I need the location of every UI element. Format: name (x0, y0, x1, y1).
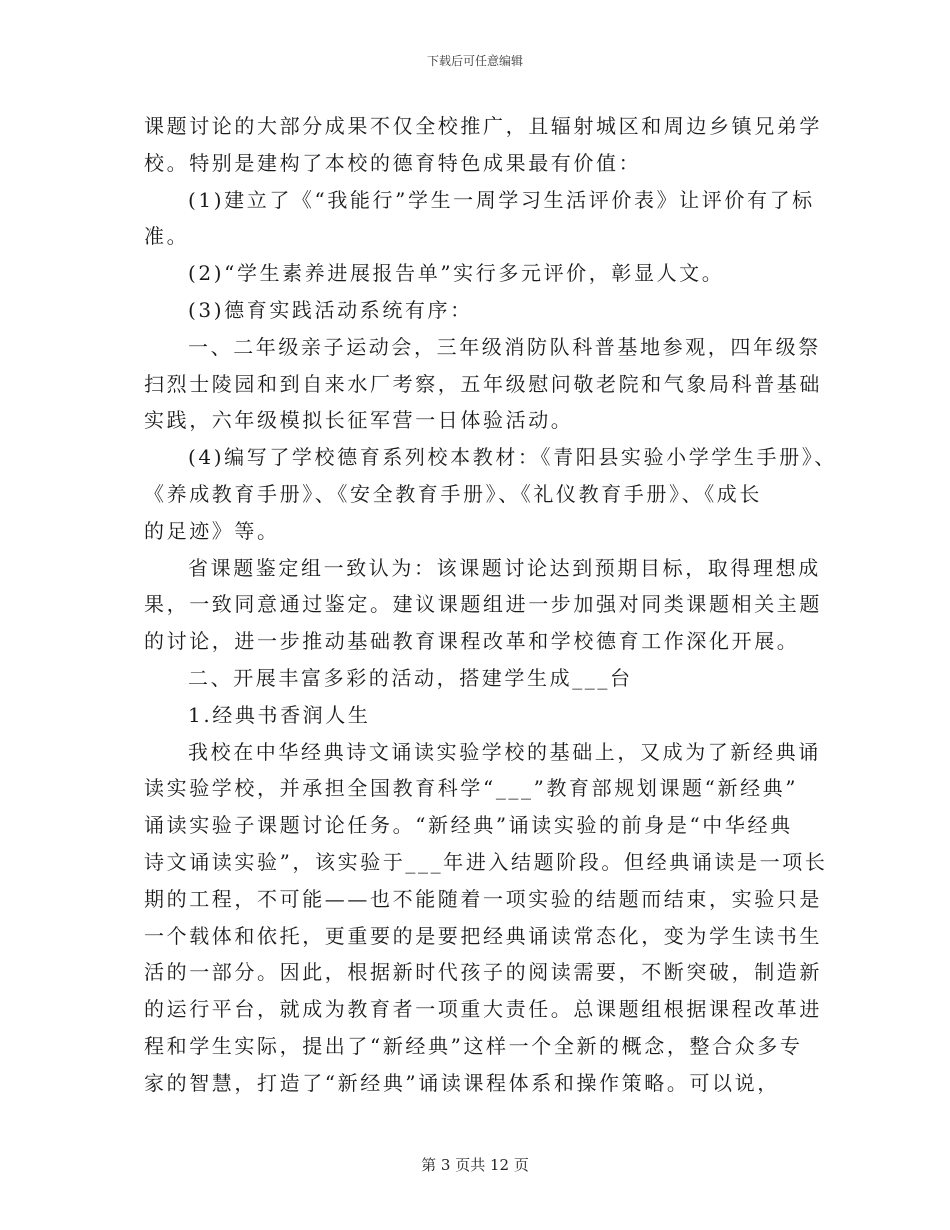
text-line: 省课题鉴定组一致认为：该课题讨论达到预期目标，取得理想成 (188, 555, 821, 580)
text-line: 一、二年级亲子运动会，三年级消防队科普基地参观，四年级祭 (188, 334, 821, 359)
text-line: 一个载体和依托，更重要的是要把经典诵读常态化，变为学生读书生 (144, 923, 822, 948)
text-line: 1.经典书香润人生 (188, 702, 371, 727)
text-line: 诵读实验子课题讨论任务。“新经典”诵读实验的前身是“中华经典 (144, 813, 793, 838)
text-line: (4)编写了学校德育系列校本教材：《青阳县实验小学学生手册》、 (188, 445, 837, 470)
text-line: 的讨论，进一步推动基础教育课程改革和学校德育工作深化开展。 (144, 629, 800, 654)
text-line: (3)德育实践活动系统有序： (188, 297, 473, 322)
text-line: 期的工程，不可能——也不能随着一项实验的结题而结束，实验只是 (144, 886, 822, 911)
text-line: 程和学生实际，提出了“新经典”这样一个全新的概念，整合众多专 (144, 1033, 803, 1058)
page-header: 下载后可任意编辑 (426, 54, 523, 68)
text-line: 课题讨论的大部分成果不仅全校推广，且辐射城区和周边乡镇兄弟学 (144, 114, 822, 138)
text-line: (1)建立了《“我能行”学生一周学习生活评价表》让评价有了标 (188, 187, 815, 212)
text-line: (2)“学生素养进展报告单”实行多元评价，彰显人文。 (188, 261, 725, 286)
text-line: 校。特别是建构了本校的德育特色成果最有价值： (144, 150, 642, 175)
text-line: 《养成教育手册》、《安全教育手册》、《礼仪教育手册》、《成长 (144, 481, 762, 506)
text-line: 扫烈士陵园和到自来水厂考察，五年级慰问敬老院和气象局科普基础 (144, 371, 822, 396)
text-line: 读实验学校，并承担全国教育科学“___”教育部规划课题“新经典” (144, 776, 799, 801)
text-line: 家的智慧，打造了“新经典”诵读课程体系和操作策略。可以说， (144, 1070, 780, 1095)
text-line: 的运行平台，就成为教育者一项重大责任。总课题组根据课程改革进 (144, 997, 822, 1022)
text-line: 准。 (144, 224, 190, 249)
text-line: 诗文诵读实验”，该实验于___年进入结题阶段。但经典诵读是一项长 (144, 849, 828, 874)
page-number: 第 3 页共 12 页 (421, 1156, 529, 1174)
text-line: 二、开展丰富多彩的活动，搭建学生成___台 (188, 665, 633, 690)
text-line: 果，一致同意通过鉴定。建议课题组进一步加强对同类课题相关主题 (144, 592, 822, 617)
text-line: 活的一部分。因此，根据新时代孩子的阅读需要，不断突破，制造新 (144, 960, 822, 985)
text-line: 的足迹》等。 (144, 518, 280, 543)
text-line: 我校在中华经典诗文诵读实验学校的基础上，又成为了新经典诵 (188, 739, 821, 764)
document-body (144, 108, 837, 1102)
text-line: 实践，六年级模拟长征军营一日体验活动。 (144, 408, 574, 433)
